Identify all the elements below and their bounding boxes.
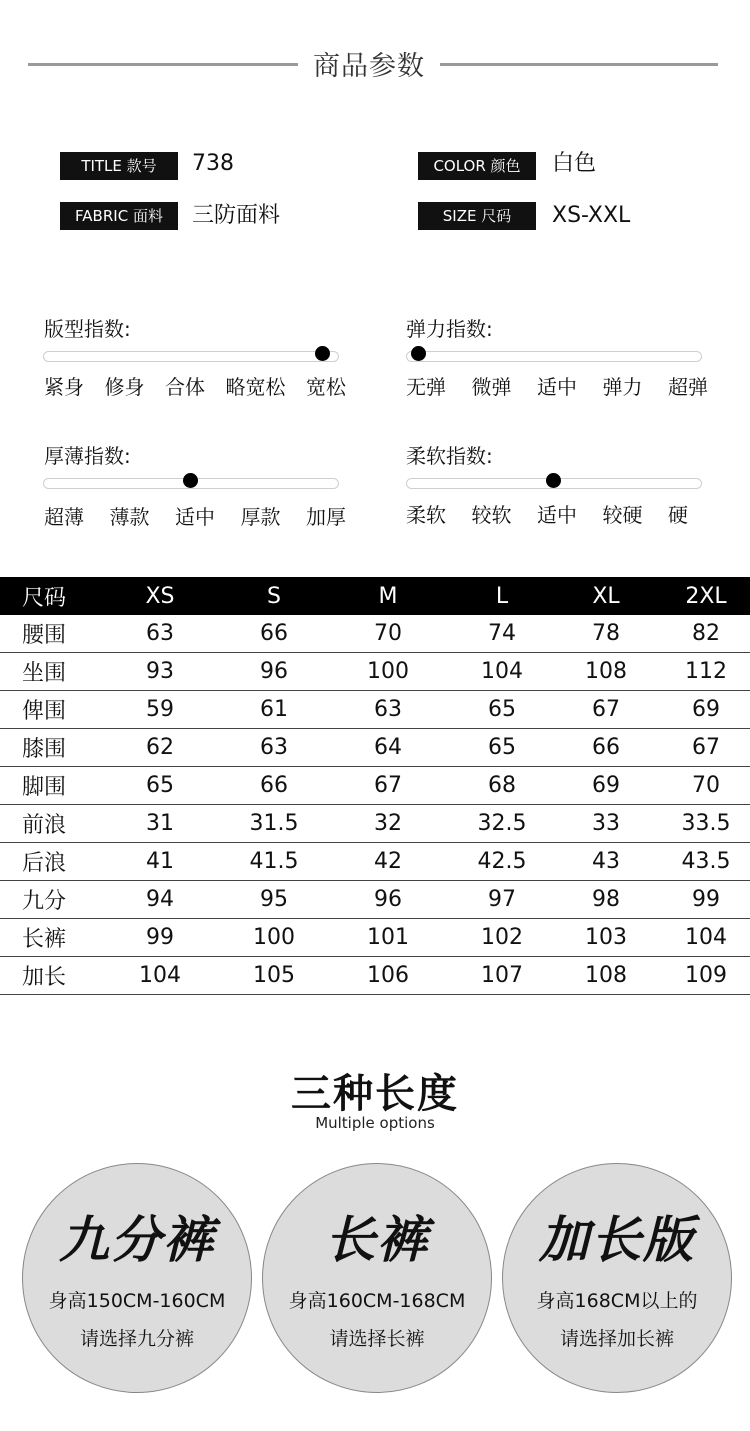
softness-index-title: 柔软指数: (406, 444, 493, 468)
size-table-row (0, 805, 750, 843)
param-fabric-label: FABRIC 面料 (60, 202, 178, 230)
size-table-value-cell: 65 (146, 773, 174, 798)
size-table-measure-cell: 九分 (22, 889, 67, 914)
size-table-value-cell: 42.5 (477, 849, 527, 874)
size-table-value-cell: 74 (488, 621, 516, 646)
length-option-card (262, 1163, 492, 1393)
size-table-value-cell: 41 (146, 849, 174, 874)
size-table-value-cell: 63 (374, 697, 402, 722)
size-table-row (0, 919, 750, 957)
size-table-row (0, 653, 750, 691)
size-table-value-cell: 31 (146, 811, 174, 836)
param-color-value: 白色 (552, 151, 597, 176)
size-table-measure-cell: 长裤 (22, 927, 67, 952)
header-divider-left (28, 63, 298, 66)
elastic-index-marker (411, 346, 426, 361)
size-table-value-cell: 101 (367, 925, 409, 950)
size-table (0, 577, 750, 995)
size-table-header-cell: L (495, 583, 509, 609)
size-table-row (0, 767, 750, 805)
size-table-measure-cell: 腰围 (22, 623, 67, 648)
size-table-value-cell: 32.5 (477, 811, 527, 836)
length-option-card (22, 1163, 252, 1393)
thickness-index-labels (44, 501, 346, 530)
size-table-row (0, 691, 750, 729)
size-table-value-cell: 69 (592, 773, 620, 798)
size-table-measure-cell: 坐围 (22, 661, 67, 686)
size-table-row (0, 843, 750, 881)
lengths-title: 三种长度 (291, 1071, 459, 1117)
size-table-header-cell: 尺码 (22, 585, 67, 611)
size-table-value-cell: 97 (488, 887, 516, 912)
softness-label: 柔软 (406, 503, 446, 527)
size-table-value-cell: 42 (374, 849, 402, 874)
size-table-value-cell: 62 (146, 735, 174, 760)
length-option-hint: 请选择长裤 (329, 1328, 425, 1350)
fit-label: 宽松 (306, 375, 346, 399)
size-table-header-cell: 2XL (685, 583, 727, 609)
size-table-value-cell: 104 (481, 659, 523, 684)
lengths-subtitle: Multiple options (315, 1114, 435, 1132)
size-table-value-cell: 43 (592, 849, 620, 874)
elastic-label: 适中 (537, 375, 577, 399)
size-table-header-cell: M (378, 583, 398, 609)
elastic-index-title: 弹力指数: (406, 317, 493, 341)
size-table-header-cell: S (267, 583, 281, 609)
size-table-value-cell: 43.5 (681, 849, 731, 874)
thickness-label: 厚款 (240, 505, 281, 529)
size-table-value-cell: 41.5 (249, 849, 299, 874)
size-table-value-cell: 31.5 (249, 811, 299, 836)
size-table-value-cell: 63 (146, 621, 174, 646)
size-table-value-cell: 32 (374, 811, 402, 836)
softness-label: 较软 (471, 503, 512, 527)
size-table-header-cell: XS (145, 583, 175, 609)
param-fabric-value: 三防面料 (192, 203, 281, 228)
size-table-header-cell: XL (592, 583, 620, 609)
size-table-value-cell: 69 (692, 697, 720, 722)
fit-index-labels (44, 371, 346, 400)
fit-label: 合体 (165, 375, 205, 399)
thickness-label: 薄款 (109, 505, 150, 529)
param-size-value: XS-XXL (552, 203, 631, 228)
size-table-value-cell: 70 (692, 773, 720, 798)
elastic-label: 超弹 (668, 375, 708, 399)
size-table-value-cell: 99 (692, 887, 720, 912)
size-table-measure-cell: 后浪 (22, 851, 67, 876)
size-table-row (0, 729, 750, 767)
size-table-value-cell: 95 (260, 887, 288, 912)
size-table-value-cell: 64 (374, 735, 402, 760)
size-table-value-cell: 68 (488, 773, 516, 798)
elastic-index-track (406, 351, 702, 362)
thickness-label: 适中 (175, 505, 215, 529)
size-table-value-cell: 108 (585, 963, 627, 988)
param-size-label: SIZE 尺码 (418, 202, 536, 230)
size-table-value-cell: 33 (592, 811, 620, 836)
size-table-row (0, 615, 750, 653)
param-title-value: 738 (192, 151, 234, 176)
size-table-value-cell: 98 (592, 887, 620, 912)
size-table-value-cell: 65 (488, 735, 516, 760)
size-table-value-cell: 109 (685, 963, 727, 988)
page-title: 商品参数 (313, 51, 425, 82)
fit-label: 紧身 (44, 375, 84, 399)
elastic-label: 弹力 (602, 375, 643, 399)
size-table-measure-cell: 前浪 (22, 813, 67, 838)
elastic-label: 无弹 (406, 375, 446, 399)
size-table-value-cell: 70 (374, 621, 402, 646)
length-option-card (502, 1163, 732, 1393)
size-table-value-cell: 96 (374, 887, 402, 912)
size-table-value-cell: 67 (692, 735, 720, 760)
size-table-value-cell: 102 (481, 925, 523, 950)
fit-index-track (43, 351, 339, 362)
size-table-value-cell: 107 (481, 963, 523, 988)
size-table-measure-cell: 加长 (22, 965, 67, 990)
elastic-index-labels (406, 371, 708, 400)
size-table-value-cell: 100 (367, 659, 409, 684)
length-option-name: 加长版 (539, 1211, 695, 1269)
size-table-value-cell: 65 (488, 697, 516, 722)
fit-label: 修身 (104, 375, 145, 399)
size-table-value-cell: 112 (685, 659, 727, 684)
size-table-value-cell: 66 (260, 773, 288, 798)
size-table-measure-cell: 膝围 (22, 737, 67, 762)
length-option-height: 身高168CM以上的 (536, 1290, 698, 1312)
length-option-name: 长裤 (325, 1211, 429, 1269)
softness-index-marker (546, 473, 561, 488)
size-table-measure-cell: 脚围 (22, 775, 67, 800)
size-table-value-cell: 99 (146, 925, 174, 950)
size-table-value-cell: 105 (253, 963, 295, 988)
size-table-value-cell: 93 (146, 659, 174, 684)
length-option-height: 身高160CM-168CM (288, 1290, 466, 1312)
softness-label: 适中 (537, 503, 577, 527)
size-table-value-cell: 103 (585, 925, 627, 950)
length-option-hint: 请选择九分裤 (79, 1328, 194, 1350)
size-table-value-cell: 108 (585, 659, 627, 684)
size-table-value-cell: 67 (592, 697, 620, 722)
size-table-header-row (0, 577, 750, 615)
softness-label: 硬 (668, 503, 688, 527)
size-table-value-cell: 104 (139, 963, 181, 988)
fit-label: 略宽松 (225, 375, 286, 399)
size-table-value-cell: 63 (260, 735, 288, 760)
size-table-value-cell: 66 (592, 735, 620, 760)
length-option-hint: 请选择加长裤 (559, 1328, 674, 1350)
size-table-value-cell: 59 (146, 697, 174, 722)
softness-label: 较硬 (602, 503, 643, 527)
size-table-row (0, 957, 750, 995)
size-table-value-cell: 106 (367, 963, 409, 988)
size-table-value-cell: 61 (260, 697, 288, 722)
size-table-value-cell: 66 (260, 621, 288, 646)
size-table-value-cell: 67 (374, 773, 402, 798)
size-table-value-cell: 96 (260, 659, 288, 684)
param-title-label: TITLE 款号 (60, 152, 178, 180)
length-option-name: 九分裤 (59, 1211, 215, 1269)
fit-index-title: 版型指数: (44, 317, 131, 341)
param-color-label: COLOR 颜色 (418, 152, 536, 180)
size-table-measure-cell: 俾围 (22, 699, 67, 724)
softness-index-labels (406, 499, 688, 528)
size-table-value-cell: 100 (253, 925, 295, 950)
thickness-index-marker (183, 473, 198, 488)
thickness-label: 加厚 (306, 505, 346, 529)
size-table-value-cell: 94 (146, 887, 174, 912)
size-table-row (0, 881, 750, 919)
thickness-label: 超薄 (44, 505, 84, 529)
size-table-value-cell: 78 (592, 621, 620, 646)
size-table-value-cell: 33.5 (681, 811, 731, 836)
elastic-label: 微弹 (471, 375, 512, 399)
header-divider-right (440, 63, 718, 66)
size-table-value-cell: 82 (692, 621, 720, 646)
length-option-height: 身高150CM-160CM (48, 1290, 226, 1312)
size-table-value-cell: 104 (685, 925, 727, 950)
thickness-index-title: 厚薄指数: (44, 444, 131, 468)
